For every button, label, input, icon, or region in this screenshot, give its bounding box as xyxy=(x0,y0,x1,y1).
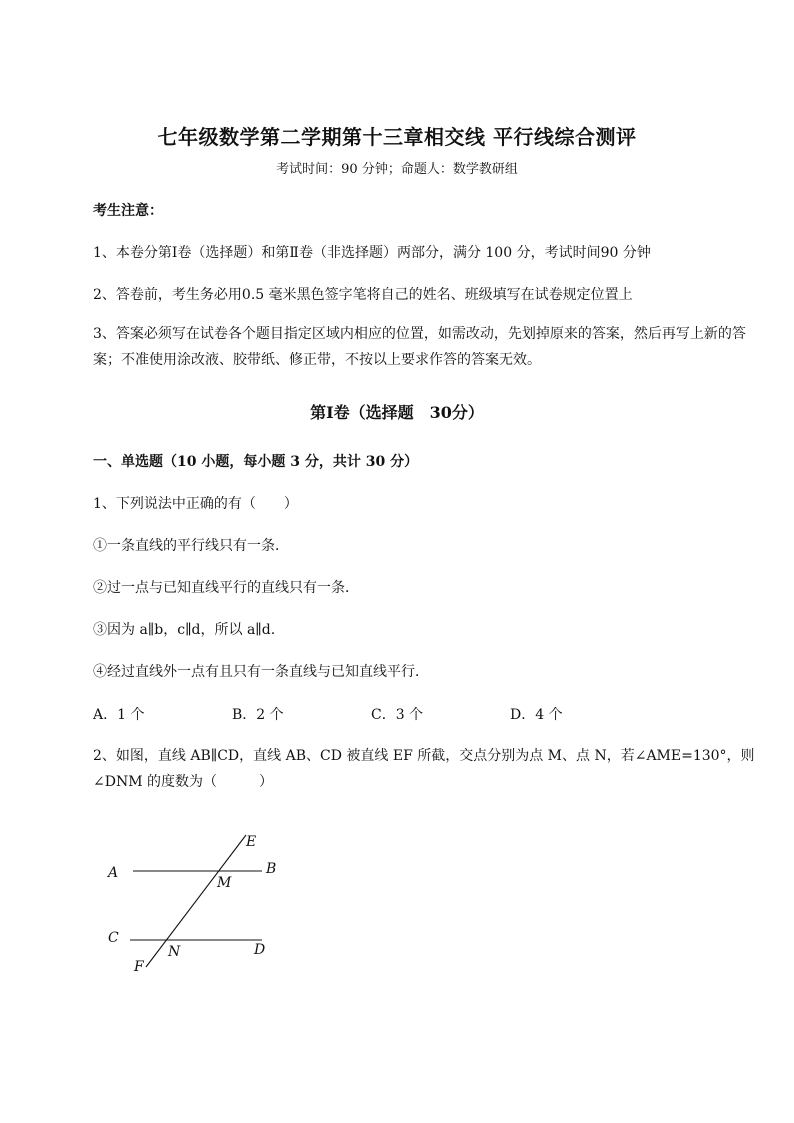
question-2-stem-line-2: ∠DNM 的度数为（ ） xyxy=(93,774,273,790)
label-n: N xyxy=(168,944,181,960)
label-a: A xyxy=(108,865,119,881)
page-title: 七年级数学第二学期第十三章相交线 平行线综合测评 xyxy=(157,125,637,149)
question-1-statement-2: ②过一点与已知直线平行的直线只有一条． xyxy=(93,580,359,596)
notice-heading: 考生注意： xyxy=(93,203,163,219)
option-d: D．4 个 xyxy=(510,707,563,723)
label-m: M xyxy=(217,875,232,891)
label-e: E xyxy=(246,834,257,850)
label-d: D xyxy=(254,942,266,958)
section-title: 第Ⅰ卷（选择题 30分） xyxy=(310,403,484,422)
part-heading: 一、单选题（10 小题，每小题 3 分，共计 30 分） xyxy=(93,454,419,470)
option-c: C．3 个 xyxy=(371,707,424,723)
question-1-stem: 1、下列说法中正确的有（ ） xyxy=(93,496,298,512)
label-c: C xyxy=(108,930,119,946)
option-b: B．2 个 xyxy=(232,707,284,723)
label-f: F xyxy=(134,959,144,975)
notice-item-1: 1、本卷分第Ⅰ卷（选择题）和第Ⅱ卷（非选择题）两部分，满分 100 分，考试时间90 分钟 xyxy=(93,245,651,261)
parallel-lines-figure xyxy=(100,825,300,980)
question-1-statement-1: ①一条直线的平行线只有一条． xyxy=(93,538,289,554)
notice-item-3: 3、答案必须写在试卷各个题目指定区域内相应的位置，如需改动，先划掉原来的答案，然后再写上新的答案；不准使用涂改液、胶带纸、修正带，不按以上要求作答的答案无效。 xyxy=(93,326,746,368)
question-1-statement-3: ③因为 a∥b，c∥d，所以 a∥d. xyxy=(93,622,276,638)
notice-item-2: 2、答卷前，考生务必用0.5 毫米黑色签字笔将自己的姓名、班级填写在试卷规定位置上 xyxy=(93,287,633,303)
line-ef xyxy=(146,835,246,967)
option-a: A．1 个 xyxy=(93,707,145,723)
question-1-statement-4: ④经过直线外一点有且只有一条直线与已知直线平行． xyxy=(93,664,429,680)
label-b: B xyxy=(266,861,277,877)
question-2-stem-line-1: 2、如图，直线 AB∥CD，直线 AB、CD 被直线 EF 所截，交点分别为点 M、点 N，若∠AME=130°，则 xyxy=(93,748,755,764)
exam-info: 考试时间：90 分钟；命题人：数学教研组 xyxy=(276,162,518,177)
